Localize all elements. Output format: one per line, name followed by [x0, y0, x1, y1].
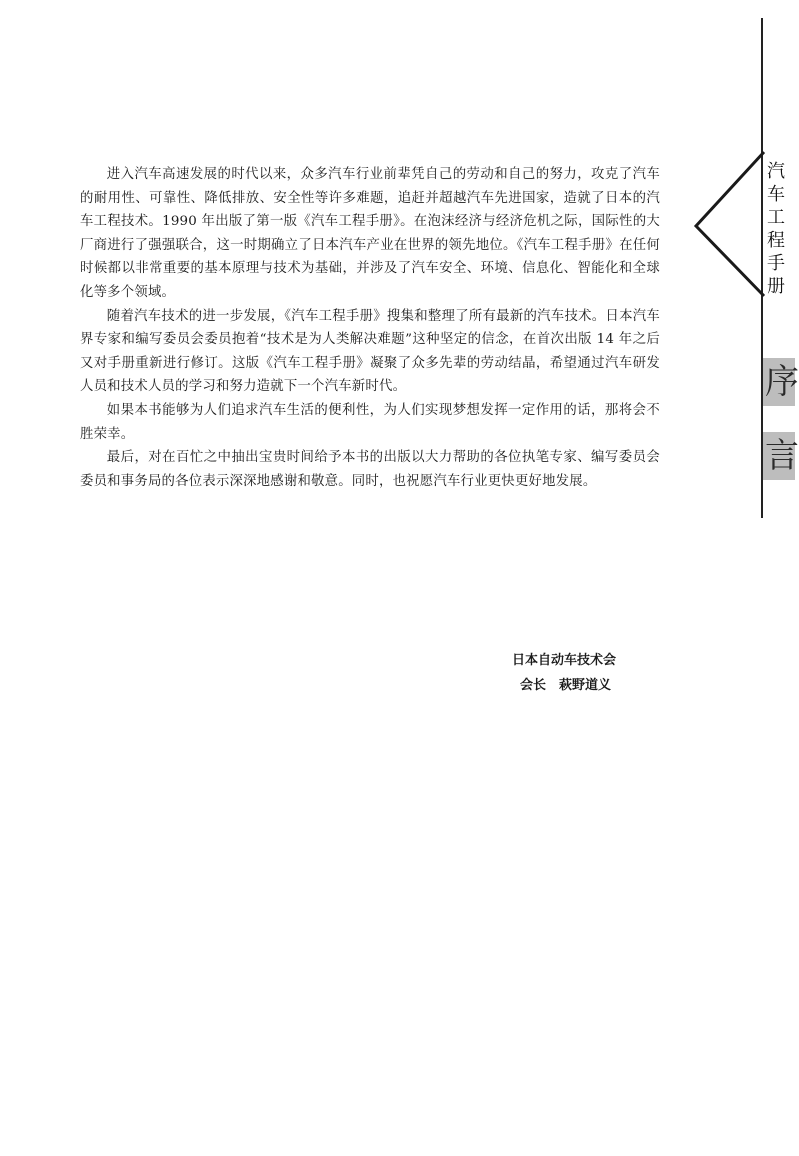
- side-tab-title-char: 工: [767, 207, 785, 228]
- side-tab-section-char-2: 言: [763, 432, 795, 480]
- preface-body: [80, 163, 660, 493]
- paragraph-1: 进入汽车高速发展的时代以来，众多汽车行业前辈凭自己的劳动和自己的努力，攻克了汽车的耐用性、可靠性、降低排放、安全性等许多难题，追赶并超越汽车先进国家，造就了日本的汽车工程技术。1990 年出版了第一版《汽车工程手册》。在泡沫经济与经济危机之际，国际性的大厂商进行了强强联合，这一时期确立了日本汽车产业在世界的领先地位。《汽车工程手册》在任何时候都以非常重要的基本原理与技术为基础，并涉及了汽车安全、环境、信息化、智能化和全球化等多个领域。: [80, 167, 660, 300]
- signature-organization: 日本自动车技术会: [512, 653, 617, 668]
- side-tab-book-title: [767, 160, 791, 298]
- paragraph-4: 最后，对在百忙之中抽出宝贵时间给予本书的出版以大力帮助的各位执笔专家、编写委员会委员和事务局的各位表示深深地感谢和敬意。同时，也祝愿汽车行业更快更好地发展。: [80, 450, 660, 489]
- side-tab-title-char: 汽: [767, 161, 785, 182]
- paragraph-3: 如果本书能够为人们追求汽车生活的便利性，为人们实现梦想发挥一定作用的话，那将会不胜荣幸。: [80, 402, 660, 442]
- side-tab-title-char: 册: [767, 276, 785, 297]
- signature-person: 会长 萩野道义: [520, 678, 612, 693]
- signature-block: [490, 648, 655, 698]
- side-tab-section-char-1: 序: [763, 358, 795, 406]
- chevron-left-icon: [690, 140, 768, 300]
- paragraph-2: 随着汽车技术的进一步发展，《汽车工程手册》搜集和整理了所有最新的汽车技术。日本汽车界专家和编写委员会委员抱着“技术是为人类解决难题”这种坚定的信念，在首次出版 14 年之后又对手册重新进行修订。这版《汽车工程手册》凝聚了众多先辈的劳动结晶，希望通过汽车研发人员和技术人员的学习和努力造就下一个汽车新时代。: [80, 308, 660, 395]
- side-tab-title-char: 程: [767, 230, 785, 251]
- side-tab-title-char: 车: [767, 184, 785, 205]
- side-tab-title-char: 手: [767, 253, 785, 274]
